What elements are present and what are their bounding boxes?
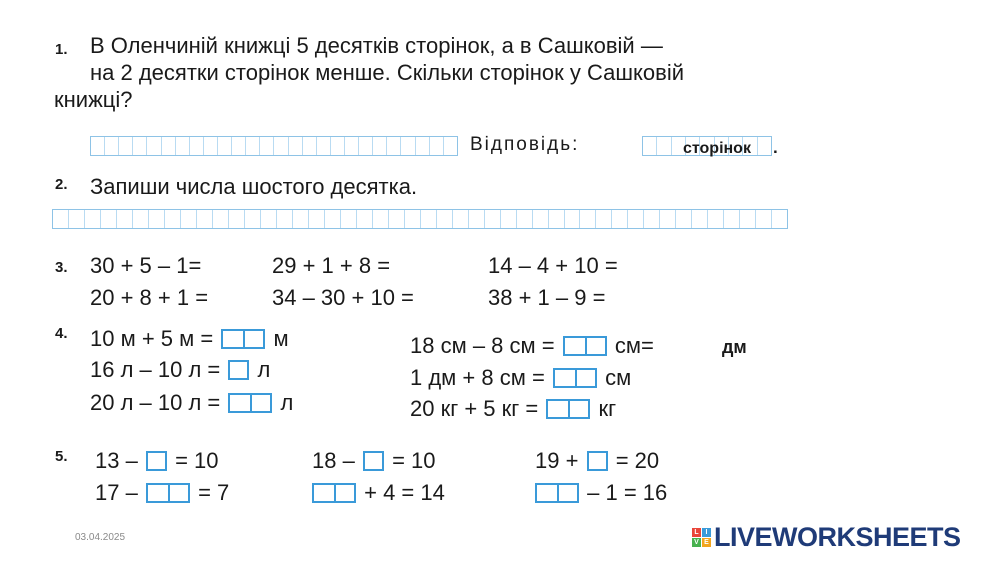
task4-right-row-1	[410, 333, 654, 359]
task4-expr: 20 л – 10 л =	[90, 390, 221, 415]
task1-solution-cells[interactable]	[90, 136, 458, 156]
task3-expr-r1c1: 30 + 5 – 1=	[90, 253, 202, 278]
brand-mark-letter: L	[692, 528, 701, 537]
answer-box[interactable]	[146, 483, 190, 503]
task5-right: = 7	[198, 480, 230, 505]
task5-r1c2	[312, 448, 436, 474]
task-number-1: 1.	[55, 41, 68, 58]
task4-expr: 16 л – 10 л =	[90, 357, 221, 382]
task5-r1c1	[95, 448, 219, 474]
answer-box[interactable]	[535, 483, 579, 503]
task1-text	[54, 32, 684, 113]
task5-left: 18 –	[312, 448, 355, 473]
answer-box[interactable]	[363, 451, 384, 471]
task5-right: = 10	[175, 448, 219, 473]
task-number-3: 3.	[55, 259, 68, 276]
task4-extra-unit: дм	[722, 337, 747, 357]
task4-unit: л	[280, 390, 294, 415]
task2-text: Запиши числа шостого десятка.	[90, 174, 418, 199]
task4-unit: кг	[598, 396, 617, 421]
task4-expr: 18 см – 8 см =	[410, 333, 555, 358]
task5-r2c3	[533, 480, 667, 506]
task5-r2c1	[95, 480, 229, 506]
task-number-2: 2.	[55, 176, 68, 193]
task4-right-row-3	[410, 396, 616, 422]
task4-unit: см	[605, 365, 632, 390]
task3-expr-r1c3: 14 – 4 + 10 =	[488, 253, 618, 278]
task5-r1c3	[535, 448, 659, 474]
task5-right: = 20	[615, 448, 660, 473]
answer-box[interactable]	[553, 368, 597, 388]
task5-r2c2	[310, 480, 445, 506]
brand-mark-letter: I	[702, 528, 711, 537]
task4-left-row-2	[90, 357, 270, 383]
task5-right: – 1 = 16	[587, 480, 668, 505]
task4-expr: 10 м + 5 м =	[90, 326, 214, 351]
task3-expr-r2c3: 38 + 1 – 9 =	[488, 285, 606, 310]
answer-box[interactable]	[312, 483, 356, 503]
answer-unit: сторінок	[683, 140, 751, 157]
answer-box[interactable]	[221, 329, 265, 349]
task3-expr-r1c2: 29 + 1 + 8 =	[272, 253, 391, 278]
liveworksheets-logo	[692, 522, 961, 553]
answer-box[interactable]	[563, 336, 607, 356]
task5-left: 13 –	[95, 448, 138, 473]
task2-answer-cells[interactable]	[52, 209, 788, 229]
task5-right: + 4 = 14	[364, 480, 445, 505]
answer-label: Відповідь:	[470, 134, 580, 155]
task1-line-3: книжці?	[54, 87, 133, 112]
answer-box[interactable]	[546, 399, 590, 419]
slide-date: 03.04.2025	[75, 532, 126, 543]
task-number-4: 4.	[55, 325, 68, 342]
answer-box[interactable]	[228, 360, 249, 380]
task4-right-row-2	[410, 365, 631, 391]
answer-period: .	[773, 138, 778, 157]
task-number-5: 5.	[55, 448, 68, 465]
task5-left: 17 –	[95, 480, 138, 505]
task3-expr-r2c1: 20 + 8 + 1 =	[90, 285, 209, 310]
task4-expr: 1 дм + 8 см =	[410, 365, 545, 390]
answer-box[interactable]	[146, 451, 167, 471]
task5-left: 19 +	[535, 448, 579, 473]
brand-mark-letter: E	[702, 538, 711, 547]
answer-box[interactable]	[587, 451, 608, 471]
task4-unit: м	[273, 326, 289, 351]
task4-left-row-1	[90, 326, 289, 352]
task3-expr-r2c2: 34 – 30 + 10 =	[272, 285, 414, 310]
task5-right: = 10	[392, 448, 436, 473]
task4-expr: 20 кг + 5 кг =	[410, 396, 539, 421]
task4-left-row-3	[90, 390, 293, 416]
brand-mark-letter: V	[692, 538, 701, 547]
brand-mark-icon	[692, 528, 711, 547]
task1-line-2: на 2 десятки сторінок менше. Скільки сторінок у Сашковій	[90, 60, 684, 85]
task4-unit: л	[257, 357, 271, 382]
task1-line-1: В Оленчиній книжці 5 десятків сторінок, а в Сашковій —	[90, 33, 663, 58]
task4-unit: см=	[614, 333, 654, 358]
answer-box[interactable]	[228, 393, 272, 413]
brand-name: LIVEWORKSHEETS	[714, 522, 961, 552]
